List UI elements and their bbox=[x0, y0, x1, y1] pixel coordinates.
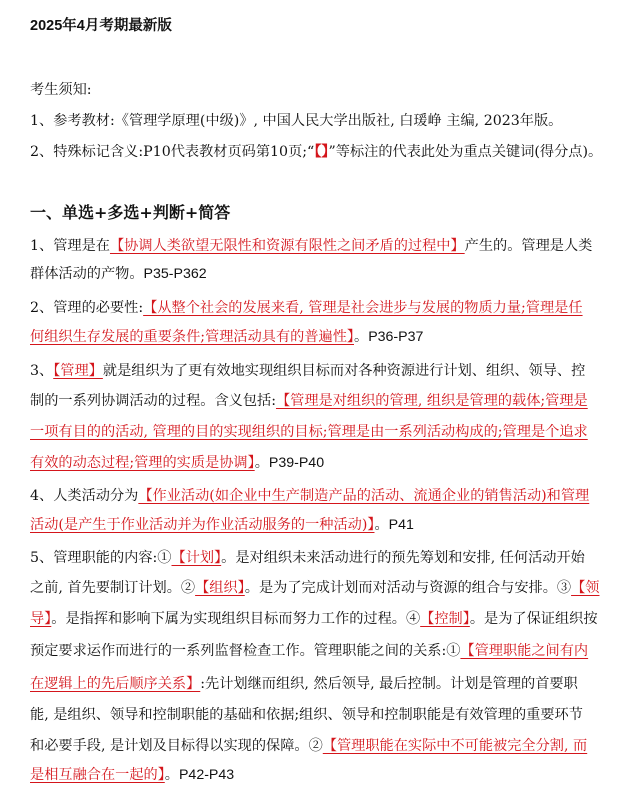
q5-line-2 bbox=[30, 578, 599, 598]
q5-line-3 bbox=[30, 609, 598, 629]
keyword-marker: 【】 bbox=[314, 144, 329, 160]
q3-text: 3、 bbox=[30, 363, 54, 379]
q2-line-1 bbox=[30, 298, 583, 318]
q5-text-7: 预定要求运作而进行的一系列监督检查工作。管理职能之间的关系:① bbox=[30, 643, 461, 659]
q1-text: 1、管理是在 bbox=[30, 238, 110, 254]
q2-line-2 bbox=[30, 327, 423, 347]
q2-text: 2、管理的必要性: bbox=[30, 300, 144, 316]
q2-keyword-2: 何组织生存发展的重要条件;管理活动具有的普遍性】 bbox=[30, 329, 354, 345]
q1-line-1 bbox=[30, 236, 592, 256]
q5-text: 5、管理职能的内容:① bbox=[30, 550, 172, 566]
q5-line-7 bbox=[30, 736, 587, 756]
q5-text-5: 。是指挥和影响下属为实现组织目标而努力工作的过程。④ bbox=[51, 611, 421, 627]
q5-keyword-order-2: 在逻辑上的先后顺序关系】 bbox=[30, 676, 201, 692]
q5-keyword-lead: 【领 bbox=[571, 580, 600, 596]
q3-text-2: 就是组织为了更有效地实现组织目标而对各种资源进行计划、组织、领导、控 bbox=[102, 363, 586, 379]
q5-text-2: 。是对组织未来活动进行的预先筹划和安排, 任何活动开始 bbox=[221, 550, 585, 566]
q3-line-3 bbox=[30, 422, 588, 442]
q3-line-2 bbox=[30, 391, 588, 411]
q2-page-ref: 。P36-P37 bbox=[354, 329, 424, 345]
q1-text-3: 群体活动的产物。 bbox=[30, 266, 144, 282]
q5-line-1 bbox=[30, 548, 585, 568]
q4-keyword: 【作业活动(如企业中生产制造产品的活动、流通企业的销售活动)和管理 bbox=[138, 488, 590, 504]
q4-text: 4、人类活动分为 bbox=[30, 488, 139, 504]
document-title: 2025年4月考期最新版 bbox=[30, 18, 172, 34]
q3-keyword-2: 【管理是对组织的管理, 组织是管理的载体;管理是 bbox=[275, 393, 588, 409]
q5-keyword-plan: 【计划】 bbox=[171, 550, 222, 566]
q5-line-6 bbox=[30, 705, 583, 725]
notice-item-2-text: 2、特殊标记含义:P10代表教材页码第10页;“ bbox=[30, 144, 315, 160]
notice-item-1: 1、参考教材:《管理学原理(中级)》, 中国人民大学出版社, 白瑗峥 主编, 2023年版。 bbox=[30, 113, 563, 129]
q5-keyword-fusion-2: 是相互融合在一起的】 bbox=[30, 767, 165, 783]
q5-text-10: 和必要手段, 是计划及目标得以实现的保障。② bbox=[30, 738, 323, 754]
q4-line-2 bbox=[30, 515, 414, 535]
q4-line-1 bbox=[30, 486, 589, 506]
q1-page-ref: P35-P362 bbox=[143, 266, 207, 282]
q5-keyword-control: 【控制】 bbox=[420, 611, 470, 627]
q5-text-8: :先计划继而组织, 然后领导, 最后控制。计划是管理的首要职 bbox=[200, 676, 578, 692]
q5-keyword-fusion: 【管理职能在实际中不可能被完全分割, 而 bbox=[322, 738, 588, 754]
notice-item-2-text-end: ”等标注的代表此处为重点关键词(得分点)。 bbox=[328, 144, 603, 160]
q3-line-1 bbox=[30, 361, 585, 381]
q4-page-ref: 。P41 bbox=[374, 517, 414, 533]
q1-text-2: 产生的。管理是人类 bbox=[464, 238, 593, 254]
q3-keyword: 【管理】 bbox=[53, 363, 103, 379]
q4-keyword-2: 活动(是产生于作业活动并为作业活动服务的一种活动)】 bbox=[30, 517, 375, 533]
q3-text-3: 制的一系列协调活动的过程。含义包括: bbox=[30, 393, 276, 409]
q5-line-5 bbox=[30, 674, 578, 694]
notice-heading: 考生须知: bbox=[30, 82, 92, 98]
q5-line-8 bbox=[30, 765, 234, 785]
q1-line-2 bbox=[30, 264, 207, 284]
q3-keyword-3: 一项有目的的活动, 管理的目的实现组织的目标;管理是由一系列活动构成的;管理是个追求 bbox=[30, 424, 588, 440]
q2-keyword: 【从整个社会的发展来看, 管理是社会进步与发展的物质力量;管理是任 bbox=[143, 300, 583, 316]
q5-text-9: 能, 是组织、领导和控制职能的基础和依据;组织、领导和控制职能是有效管理的重要环节 bbox=[30, 707, 583, 723]
q3-page-ref: 。P39-P40 bbox=[254, 455, 325, 471]
q5-text-4: 。是为了完成计划而对活动与资源的组合与安排。③ bbox=[244, 580, 572, 596]
q5-keyword-lead-2: 导】 bbox=[30, 611, 52, 627]
section-title: 一、单选+多选+判断+简答 bbox=[30, 203, 231, 222]
notice-item-2 bbox=[30, 142, 602, 162]
q3-line-4 bbox=[30, 453, 324, 473]
q5-text-3: 之前, 首先要制订计划。② bbox=[30, 580, 196, 596]
q5-text-6: 。是为了保证组织按 bbox=[469, 611, 598, 627]
q5-keyword-order: 【管理职能之间有内 bbox=[460, 643, 589, 659]
q3-keyword-4: 有效的动态过程;管理的实质是协调】 bbox=[30, 455, 255, 471]
q5-line-4 bbox=[30, 641, 588, 661]
q5-keyword-organize: 【组织】 bbox=[195, 580, 245, 596]
q5-page-ref: 。P42-P43 bbox=[164, 767, 235, 783]
q1-keyword: 【协调人类欲望无限性和资源有限性之间矛盾的过程中】 bbox=[109, 238, 465, 254]
